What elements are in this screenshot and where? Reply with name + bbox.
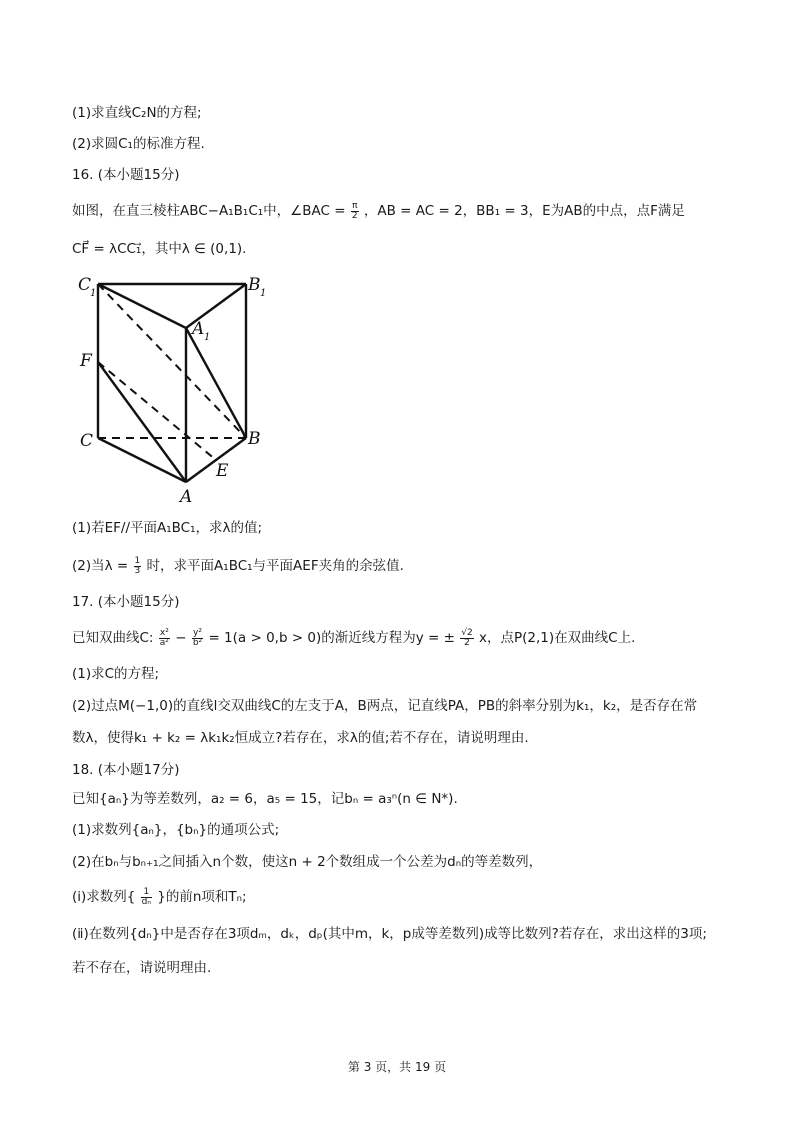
- label-a: A: [180, 487, 193, 507]
- q16-stem-line1: [72, 201, 685, 221]
- page-footer: 第 3 页，共 19 页: [347, 1060, 447, 1074]
- q16-part2-a: (2)当λ =: [72, 558, 129, 574]
- q17-stem-b: = 1(a > 0,b > 0)的渐近线方程为y = ±: [208, 630, 455, 646]
- q17-stem: [72, 628, 635, 648]
- q18-part1: (1)求数列{aₙ}，{bₙ}的通项公式;: [72, 822, 280, 838]
- prism-figure: [74, 268, 274, 508]
- label-e: E: [216, 461, 229, 481]
- label-b: B: [248, 429, 261, 449]
- q17-header: 17. (本小题15分): [72, 594, 180, 610]
- q17-stem-a: 已知双曲线C:: [72, 630, 154, 646]
- q18-reciprocal-fraction: $\frac{1}{\text{dₙ}}$: [141, 886, 151, 907]
- label-f: F: [80, 351, 92, 371]
- q17-part1: (1)求C的方程;: [72, 666, 160, 682]
- q17-part2-line1: (2)过点M(−1,0)的直线l交双曲线C的左支于A，B两点，记直线PA，PB的斜率分别为k₁，k₂，是否存在常: [72, 698, 698, 714]
- q16-part1: (1)若EF//平面A₁BC₁，求λ的值;: [72, 520, 263, 536]
- q17-fraction-x: $\frac{\text{x²}}{\text{a²}}$: [159, 627, 169, 648]
- q16-stem-b: ，AB = AC = 2，BB₁ = 3，E为AB的中点，点F满足: [363, 203, 685, 219]
- q17-fraction-slope: $\frac{√2}{2}$: [461, 627, 473, 648]
- q16-stem-a: 如图，在直三棱柱ABC−A₁B₁C₁中，∠BAC =: [72, 203, 346, 219]
- label-b1-sub: 1: [260, 288, 267, 299]
- label-a1-sub: 1: [204, 332, 211, 343]
- q16-stem-line2: CF⃗ = λCC₁⃗，其中λ ∈ (0,1).: [72, 241, 247, 257]
- q16-part2-b: 时，求平面A₁BC₁与平面AEF夹角的余弦值.: [146, 558, 404, 574]
- q17-part2-line2: 数λ，使得k₁ + k₂ = λk₁k₂恒成立?若存在，求λ的值;若不存在，请说明理由.: [72, 730, 529, 746]
- q18-stem: 已知{aₙ}为等差数列，a₂ = 6，a₅ = 15，记bₙ = a₃ⁿ(n ∈ N*).: [72, 791, 458, 807]
- q15-part1: (1)求直线C₂N的方程;: [72, 105, 202, 121]
- label-a1: A: [192, 319, 205, 339]
- q17-fraction-y: $\frac{\text{y²}}{\text{b²}}$: [192, 627, 203, 648]
- q17-minus: −: [175, 630, 191, 646]
- q16-lambda-fraction: $\frac{1}{3}$: [134, 555, 141, 576]
- q18-sub2-line1: (ⅱ)在数列{dₙ}中是否存在3项dₘ，dₖ，dₚ(其中m，k，p成等差数列)成等比数列?若存在，求出这样的3项;: [72, 926, 707, 942]
- q17-stem-c: x，点P(2,1)在双曲线C上.: [479, 630, 636, 646]
- label-c1: C: [78, 275, 92, 295]
- label-c1-sub: 1: [90, 288, 97, 299]
- q18-sub2-line2: 若不存在，请说明理由.: [72, 960, 212, 976]
- label-b1: B: [248, 275, 261, 295]
- q18-sub1: [72, 887, 247, 907]
- q18-part2: (2)在bₙ与bₙ₊₁之间插入n个数，使这n + 2个数组成一个公差为dₙ的等差数列，: [72, 854, 543, 870]
- q15-part2: (2)求圆C₁的标准方程.: [72, 136, 205, 152]
- q16-part2: [72, 556, 404, 576]
- q16-header: 16. (本小题15分): [72, 167, 180, 183]
- label-c: C: [80, 431, 94, 451]
- q18-sub1-a: (ⅰ)求数列{: [72, 889, 136, 905]
- q18-sub1-b: }的前n项和Tₙ;: [157, 889, 247, 905]
- q18-header: 18. (本小题17分): [72, 762, 180, 778]
- q16-angle-fraction: $\frac{\pi}{2}$: [351, 200, 358, 221]
